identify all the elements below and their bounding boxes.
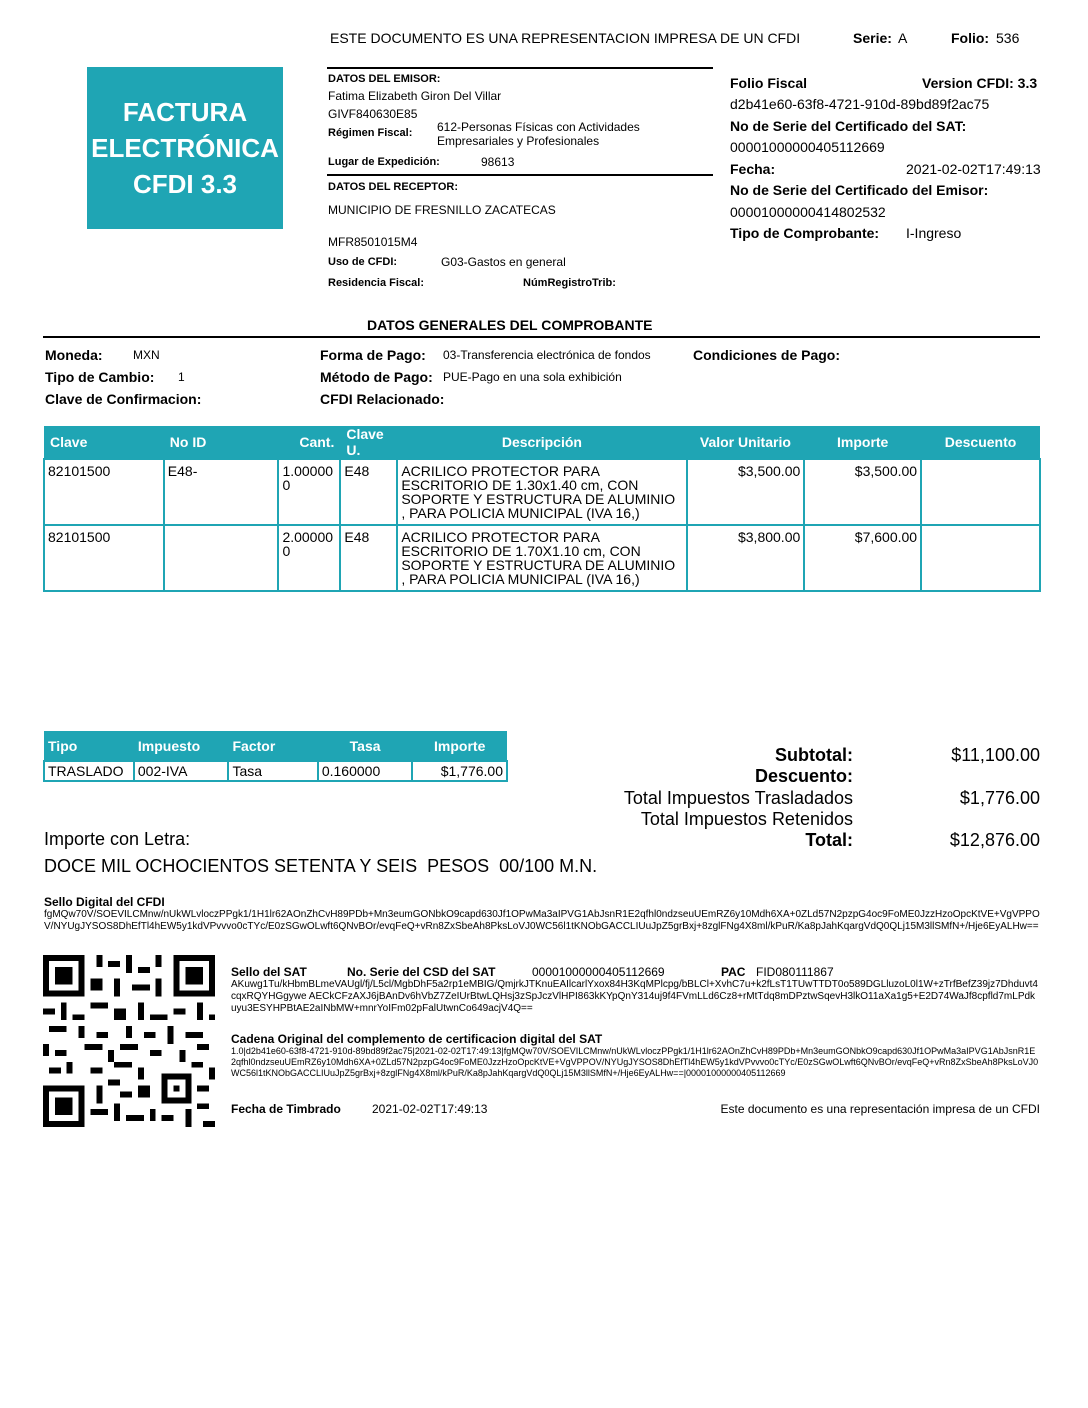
table-row [44,459,1040,525]
cell-descuento [921,525,1040,591]
clave-confirmacion-label: Clave de Confirmacion: [45,391,202,407]
col-cant: Cant. [278,426,340,459]
csd-sat-label: No. Serie del CSD del SAT [347,965,496,979]
descuento-label: Descuento: [754,766,853,786]
sello-cfdi-value: fgMQw70V/SOEVILCMnw/nUkWLvloczPPgk1/1H1lr62AOnZhCvH89PDb+Mn3eumGONbkO9capd630Jf1OPwMa3aIPVG1AbJsnR1E2qfhl0ndzseuUEmRZ6y10Mdh6XA+0ZLd57N2pzpG4oc9FoME0JzzHzoOpcKtVE+VgVPPOV/NYUgJYSOS8DhEfTl4hEW5y1kdVPvvvo0cTYc/E0zSGwOLwft6QNvBOr/evqFeQ+vRn8ZxSbeAh8PksLoVJ0WC56l1tKNObGACCLIUuJpZ5grBxj+8zglFNg4X8ml/kPuR/Ka8pJahKqargVdQ0QLj15M3llSMfN+/Hje6EyALHw== [44,909,1040,932]
uso-cfdi-value: G03-Gastos en general [441,255,566,269]
col-descuento: Descuento [921,426,1040,459]
cert-emisor-value: 00001000000414802532 [730,204,886,220]
cert-sat-label: No de Serie del Certificado del SAT: [730,118,967,134]
receptor-rfc: MFR8501015M4 [328,235,418,249]
num-registro-label: NúmRegistroTrib: [523,277,616,289]
tax-col-tipo: Tipo [44,731,134,761]
receptor-heading: DATOS DEL RECEPTOR: [328,181,458,193]
logo-line-3: CFDI 3.3 [132,169,238,199]
tax-header-row [44,731,507,761]
cell-descripcion: ACRILICO PROTECTOR PARA ESCRITORIO DE 1.30x1.40 cm, CON SOPORTE Y ESTRUCTURA DE ALUMINIO , PARA POLICIA MUNICIPAL (IVA 16,) [397,459,686,525]
tipo-cambio-label: Tipo de Cambio: [45,369,155,385]
residencia-label: Residencia Fiscal: [328,277,424,289]
cell-no-id: E48- [164,459,279,525]
lugar-value: 98613 [481,155,515,169]
generales-heading: DATOS GENERALES DEL COMPROBANTE [367,317,653,333]
cell-importe: $7,600.00 [804,525,921,591]
items-header-row [44,426,1040,459]
version-cfdi-label: Version CFDI: 3.3 [922,75,1038,91]
document-title: ESTE DOCUMENTO ES UNA REPRESENTACION IMPRESA DE UN CFDI [330,30,801,46]
fecha-value: 2021-02-02T17:49:13 [906,161,1041,177]
importe-letra-value: DOCE MIL OCHOCIENTOS SETENTA Y SEIS PESOS 00/100 M.N. [44,856,598,876]
metodo-pago-value: PUE-Pago en una sola exhibición [443,370,622,384]
generales-divider [43,336,1040,338]
tax-cell-importe: $1,776.00 [412,761,507,781]
lugar-label: Lugar de Expedición: [328,156,440,168]
cell-clave: 82101500 [44,525,164,591]
folio-value: 536 [996,30,1020,46]
table-row [44,525,1040,591]
pac-label: PAC [721,965,746,979]
tax-col-tasa: Tasa [318,731,413,761]
sello-cfdi-label: Sello Digital del CFDI [44,895,165,909]
cell-clave-u: E48 [340,459,397,525]
tax-cell-impuesto: 002-IVA [134,761,229,781]
subtotal-value: $11,100.00 [951,745,1040,765]
cell-valor-unitario: $3,800.00 [687,525,805,591]
cell-clave-u: E48 [340,525,397,591]
cell-clave: 82101500 [44,459,164,525]
sello-sat-value: AKuwg1Tu/kHbmBLmeVAUgl/fj/L5cl/MgbDhF5a2rp1eMBIG/QmjrkJTKnuEAIlcarlYxox84H3KqMPlcpg/bBLCl+XvhC7u+k2fLsT1TUwTTDT0o589DGLluzoL0l1W+zTrfBefZ39jz7Dhduvt4cqxRQYHGgywe AECkCFzAXJ6jBAnDv6hVbZ7ZeIUrBtwLQHsj3zSpJczVlHPI863kKYpQnY314uj9f4FVmLLd6Cz8+rMtTdq8mDPztwSqevH3lkO11aXa1g5+E2D74WaJf8cpfld7mLPdkuyu3ESYHPBtAE2aINbMW+mnrYoIFm02pFalUtwnCo649acjV4Q== [231,979,1038,1014]
qr-code-icon [43,955,215,1127]
total-value: $12,876.00 [949,830,1040,850]
col-descripcion: Descripción [397,426,686,459]
fecha-label: Fecha: [730,161,776,177]
col-clave-u: Clave U. [340,426,397,459]
moneda-value: MXN [133,348,160,362]
cadena-original-value: 1.0|d2b41e60-63f8-4721-910d-89bd89f2ac75|2021-02-02T17:49:13|fgMQw70V/SOEVILCMnw/nUkWLvloczPPgk1/1H1lr62AOnZhCvH89PDb+Mn3eumGONbkO9capd630Jf1OPwMa3aIPVG1AbJsnR1E2qfhl0ndzseuUEmRZ6y10Mdh6XA+0ZLd57N2pzpG4oc9FoME0JzzHzoOpcKtVE+VgVPPOV/NYUgJYSOS8DhEfTl4hEW5y1kdVPvvvo0cTYc/E0zSGwOLwft6QNvBOr/evqFeQ+vRn8ZxSbeAh8PksLoVJ0WC56l1tKNObGACCLIUuJpZ5grBxj+8zglFNg4X8ml/kPuR/Ka8pJahKqargVdQ0QLj15M3llSMfN+/Hje6EyALHw==|00001000000405112669 [231,1046,1039,1078]
tax-table [43,731,508,782]
cert-emisor-label: No de Serie del Certificado del Emisor: [730,182,989,198]
uso-cfdi-label: Uso de CFDI: [328,256,398,268]
emisor-divider [327,67,713,69]
emisor-heading: DATOS DEL EMISOR: [328,73,441,85]
items-table [43,426,1041,592]
forma-pago-value: 03-Transferencia electrónica de fondos [443,348,651,362]
tax-col-importe: Importe [412,731,507,761]
tipo-cambio-value: 1 [178,370,185,384]
csd-sat-value: 00001000000405112669 [532,965,665,979]
col-no-id: No ID [164,426,279,459]
col-clave: Clave [44,426,164,459]
forma-pago-label: Forma de Pago: [320,347,426,363]
fecha-timbrado-label: Fecha de Timbrado [231,1102,341,1116]
total-label: Total: [805,830,853,850]
col-importe: Importe [804,426,921,459]
tax-col-impuesto: Impuesto [134,731,229,761]
metodo-pago-label: Método de Pago: [320,369,433,385]
receptor-divider [327,174,713,176]
cfdi-relacionado-label: CFDI Relacionado: [320,391,445,407]
cell-cant: 2.000000 [278,525,340,591]
cadena-original-label: Cadena Original del complemento de certificacion digital del SAT [231,1032,603,1046]
factura-logo [87,67,283,229]
serie-label: Serie: [853,30,892,46]
cell-no-id [164,525,279,591]
tax-col-factor: Factor [228,731,317,761]
moneda-label: Moneda: [45,347,103,363]
subtotal-label: Subtotal: [775,745,853,765]
logo-line-2: ELECTRÓNICA [91,133,279,163]
cert-sat-value: 00001000000405112669 [730,139,885,155]
retenidos-label: Total Impuestos Retenidos [640,809,853,829]
fecha-timbrado-value: 2021-02-02T17:49:13 [372,1102,488,1116]
table-row [44,761,507,781]
tipo-comprobante-label: Tipo de Comprobante: [730,225,880,241]
folio-fiscal-label: Folio Fiscal [730,75,808,91]
condiciones-pago-label: Condiciones de Pago: [693,347,841,363]
footer-note: Este documento es una representación impresa de un CFDI [720,1102,1040,1116]
uuid-value: d2b41e60-63f8-4721-910d-89bd89f2ac75 [730,96,990,112]
importe-letra-label: Importe con Letra: [44,829,191,849]
emisor-rfc: GIVF840630E85 [328,107,418,121]
pac-value: FID080111867 [756,965,834,979]
tax-cell-tasa: 0.160000 [318,761,413,781]
tax-cell-tipo: TRASLADO [44,761,134,781]
cell-valor-unitario: $3,500.00 [687,459,805,525]
trasladados-value: $1,776.00 [959,788,1040,808]
tax-cell-factor: Tasa [228,761,317,781]
regimen-line-1: 612-Personas Físicas con Actividades [437,120,640,134]
col-valor-unitario: Valor Unitario [687,426,805,459]
tipo-comprobante-value: I-Ingreso [906,225,962,241]
sello-sat-label: Sello del SAT [231,965,307,979]
trasladados-label: Total Impuestos Trasladados [623,788,853,808]
regimen-line-2: Empresariales y Profesionales [437,134,600,148]
emisor-name: Fatima Elizabeth Giron Del Villar [328,89,502,103]
cell-descripcion: ACRILICO PROTECTOR PARA ESCRITORIO DE 1.70X1.10 cm, CON SOPORTE Y ESTRUCTURA DE ALUMINIO , PARA POLICIA MUNICIPAL (IVA 16,) [397,525,686,591]
cell-importe: $3,500.00 [804,459,921,525]
cell-descuento [921,459,1040,525]
folio-label: Folio: [951,30,990,46]
cell-cant: 1.000000 [278,459,340,525]
logo-line-1: FACTURA [122,97,248,127]
regimen-label: Régimen Fiscal: [328,127,413,139]
receptor-name: MUNICIPIO DE FRESNILLO ZACATECAS [328,203,556,217]
serie-value: A [898,30,908,46]
